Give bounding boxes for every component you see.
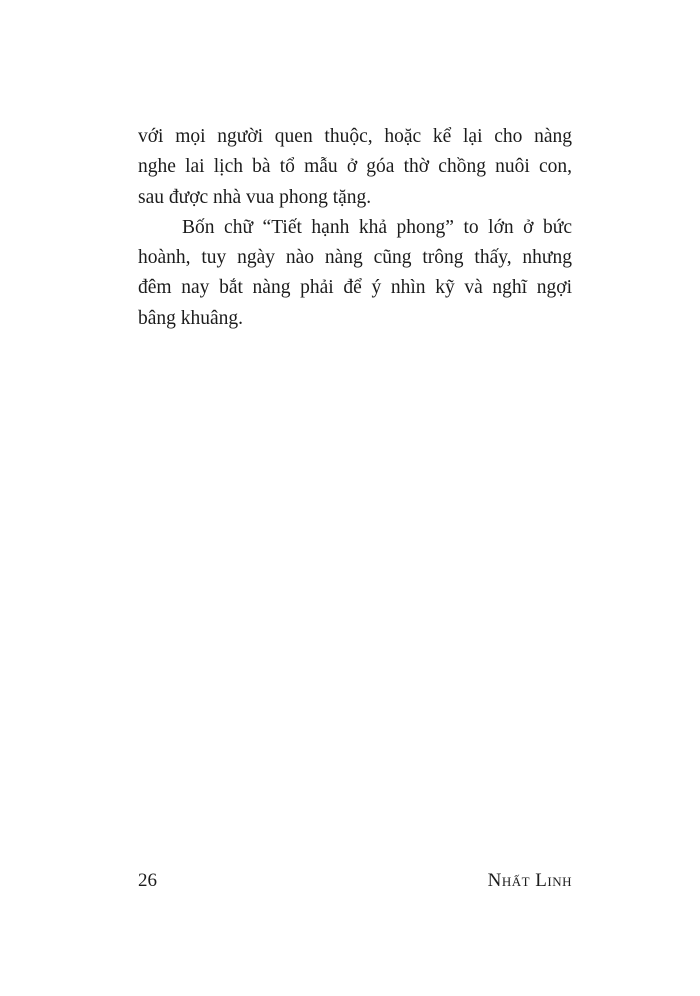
text-line: đêm nay bắt nàng phải để ý nhìn kỹ và nghĩ ngợi — [138, 277, 572, 299]
text-line: sau được nhà vua phong tặng. — [138, 186, 372, 208]
text-line: bâng khuâng. — [138, 307, 244, 329]
text-line: nghe lai lịch bà tổ mẫu ở góa thờ chồng nuôi con, — [138, 156, 572, 178]
text-line: với mọi người quen thuộc, hoặc kể lại cho nàng — [138, 126, 572, 147]
page-footer — [138, 870, 572, 894]
text-line: hoành, tuy ngày nào nàng cũng trông thấy, nhưng — [138, 247, 572, 269]
running-head-author: Nhất Linh — [487, 870, 572, 891]
text-line: Bốn chữ “Tiết hạnh khả phong” to lớn ở bức — [182, 216, 572, 238]
paragraph-2 — [138, 213, 572, 334]
paragraph-1 — [138, 122, 572, 213]
body-text — [138, 122, 572, 334]
page-number: 26 — [138, 870, 157, 891]
